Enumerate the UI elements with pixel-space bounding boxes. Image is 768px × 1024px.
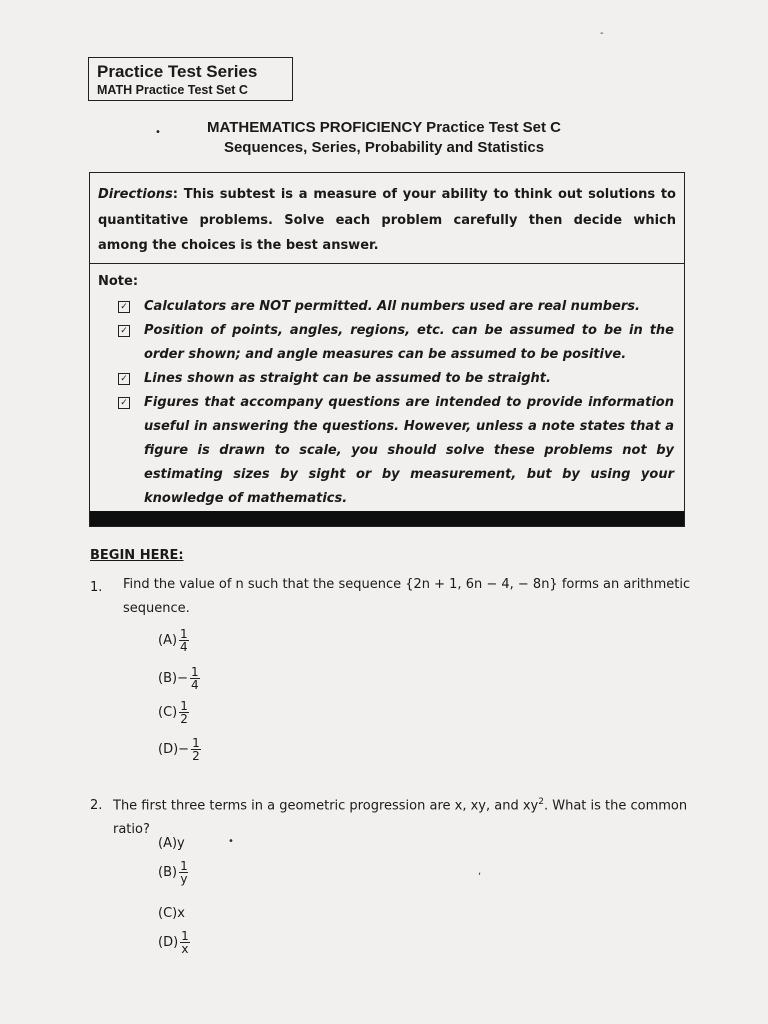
fraction [190,666,200,691]
directions-text [98,182,676,259]
choice-label: (A) [158,836,178,851]
fraction [191,737,201,762]
note-item-text: Calculators are NOT permitted. All numbers used are real numbers. [144,299,640,314]
denominator: 4 [180,640,188,654]
checked-box-icon: ✓ [118,301,130,313]
question-number: 1. [90,580,103,595]
denominator: 4 [190,678,199,692]
choice-label: (D) [158,935,179,950]
scan-speck: , [478,866,482,877]
note-item-text: Position of points, angles, regions, etc. can be assumed to be in the order shown; and angle measures can be assumed to be positive. [144,323,674,362]
denominator: 2 [192,749,200,763]
note-list [98,295,676,511]
answer-choice[interactable] [158,700,189,725]
scan-speck: • [228,836,234,847]
directions-label: Directions [98,187,173,202]
series-title: Practice Test Series [97,62,258,81]
begin-label: BEGIN HERE: [90,548,184,563]
choice-value: x [177,906,185,921]
choice-value: y [177,836,185,851]
numerator: 1 [190,665,199,679]
numerator: 1 [180,699,188,713]
question-text-end: . What is the common ratio? [113,798,688,838]
note-item [98,367,676,391]
scan-speck: - [600,28,604,39]
divider-bar [90,511,684,526]
question-text-start: The first three terms in a geometric progression are x, xy, and xy [113,798,539,814]
choice-label: (B) [158,671,178,686]
denominator: y [180,872,188,886]
answer-choice[interactable] [158,930,190,955]
choice-label: (D) [158,742,179,757]
exponent: 2 [538,797,544,807]
note-item [98,391,676,511]
numerator: 1 [180,859,188,873]
note-box [89,263,685,527]
page-subtitle: Sequences, Series, Probability and Statistics [223,139,545,156]
answer-choice[interactable] [158,628,189,653]
fraction [180,930,190,955]
choice-sign: − [177,671,188,686]
fraction [179,700,189,725]
checked-box-icon: ✓ [118,325,130,337]
question-number: 2. [90,798,103,813]
note-label: Note: [98,274,139,289]
question-text [113,790,698,842]
answer-choice[interactable] [158,860,189,885]
numerator: 1 [181,929,189,943]
answer-choice[interactable] [158,836,185,851]
denominator: 2 [180,712,188,726]
numerator: 1 [180,627,188,641]
fraction [179,860,189,885]
note-item-text: Figures that accompany questions are intended to provide information useful in answering the questions. However, unless a note states that a figure is drawn to scale, you should solve these problems not by estimating sizes by sight or by measurement, but by using your knowledge of mathematics. [144,395,674,506]
note-item [98,295,676,319]
denominator: x [181,942,189,956]
directions-body: : This subtest is a measure of your ability to think out solutions to quantitative problems. Solve each problem carefully then decide which among the choices is the best answer. [98,187,676,253]
note-item-text: Lines shown as straight can be assumed to be straight. [144,371,551,386]
page-title: MATHEMATICS PROFICIENCY Practice Test Set C [207,119,561,136]
note-item [98,319,676,367]
answer-choice[interactable] [158,666,200,691]
test-series-box [88,57,293,101]
answer-choice[interactable] [158,737,201,762]
answer-choice[interactable] [158,906,185,921]
fraction [179,628,189,653]
choice-label: (B) [158,865,178,880]
series-subtitle: MATH Practice Test Set C [97,83,248,97]
choice-sign: − [178,742,190,757]
bullet-dot: • [155,127,161,138]
checked-box-icon: ✓ [118,373,130,385]
choice-label: (C) [158,705,178,720]
question-text: Find the value of n such that the sequence {2n + 1, 6n − 4, − 8n} forms an arithmetic sequence. [123,577,691,616]
directions-box [89,172,685,264]
choice-label: (C) [158,906,178,921]
checked-box-icon: ✓ [118,397,130,409]
numerator: 1 [192,736,200,750]
choice-label: (A) [158,633,178,648]
